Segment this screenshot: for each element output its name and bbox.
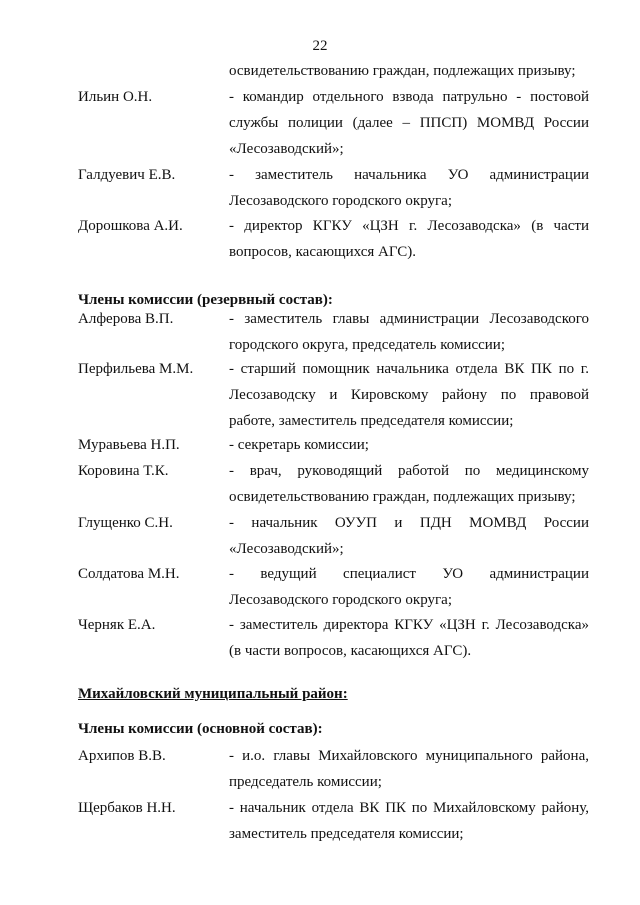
member-role: - директор КГКУ «ЦЗН г. Лесозаводска» (в части вопросов, касающихся АГС).	[229, 218, 589, 260]
member-name: Дорошкова А.И.	[78, 218, 183, 234]
member-role: - заместитель начальника УО администрации Лесозаводского городского округа;	[229, 167, 589, 209]
member-role: - и.о. главы Михайловского муниципального района, председатель комиссии;	[229, 748, 589, 790]
member-name: Ильин О.Н.	[78, 89, 153, 105]
member-name: Коровина Т.К.	[78, 463, 169, 479]
member-name: Алферова В.П.	[78, 311, 174, 327]
page-number: 22	[312, 38, 328, 54]
member-role: - старший помощник начальника отдела ВК ПК по г. Лесозаводску и Кировскому району по правовой работе, заместитель председателя комиссии;	[229, 361, 589, 429]
member-role: - заместитель главы администрации Лесозаводского городского округа, председатель комиссии;	[229, 311, 589, 353]
member-name: Муравьева Н.П.	[78, 437, 180, 453]
member-name: Перфильева М.М.	[78, 361, 194, 377]
main-heading: Члены комиссии (основной состав):	[78, 721, 323, 737]
member-role: - ведущий специалист УО администрации Лесозаводского городского округа;	[229, 566, 589, 608]
member-name: Галдуевич Е.В.	[78, 167, 176, 183]
district-heading: Михайловский муниципальный район:	[78, 686, 348, 702]
member-role: - врач, руководящий работой по медицинскому освидетельствованию граждан, подлежащих призыву;	[229, 463, 589, 505]
member-role: - командир отдельного взвода патрульно - постовой службы полиции (далее – ППСП) МОМВД России «Лесозаводский»;	[229, 89, 589, 157]
member-role: - секретарь комиссии;	[229, 437, 369, 453]
member-name: Солдатова М.Н.	[78, 566, 180, 582]
member-role: - начальник ОУУП и ПДН МОМВД России «Лесозаводский»;	[229, 515, 589, 557]
member-role: - заместитель директора КГКУ «ЦЗН г. Лесозаводска» (в части вопросов, касающихся АГС).	[229, 617, 589, 659]
member-name: Щербаков Н.Н.	[78, 800, 176, 816]
member-role: - начальник отдела ВК ПК по Михайловскому району, заместитель председателя комиссии;	[229, 800, 589, 842]
member-name: Глущенко С.Н.	[78, 515, 173, 531]
continuation-text: освидетельствованию граждан, подлежащих призыву;	[229, 63, 576, 79]
member-name: Архипов В.В.	[78, 748, 166, 764]
member-name: Черняк Е.А.	[78, 617, 156, 633]
reserve-heading: Члены комиссии (резервный состав):	[78, 292, 333, 308]
